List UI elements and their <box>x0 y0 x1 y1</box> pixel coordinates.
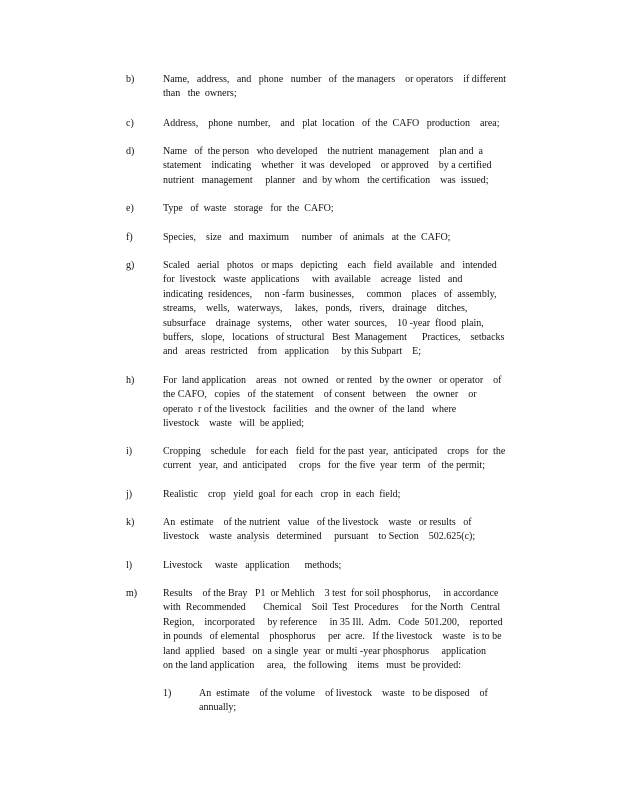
item-text-line: Cropping schedule for each field for the past year, anticipated crops for the <box>163 446 506 457</box>
item-text-line: than the owners; <box>163 88 237 100</box>
item-text-line: in pounds of elemental phosphorus per acre. If the livestock waste is to be <box>163 631 502 643</box>
item-text <box>163 488 528 502</box>
item-text-line: Address, phone number, and plat location of the CAFO production area; <box>163 118 500 129</box>
item-text-line: streams, wells, waterways, lakes, ponds, rivers, drainage ditches, <box>163 303 468 315</box>
item-label: l) <box>126 560 133 571</box>
item-text-line: subsurface drainage systems, other water sources, 10 -year flood plain, <box>163 317 484 329</box>
item-label: j) <box>126 489 133 500</box>
item-text-line: Name, address, and phone number of the managers or operators if different <box>163 74 507 85</box>
item-text <box>163 374 528 432</box>
item-label: c) <box>126 118 134 129</box>
item-label: h) <box>126 375 135 386</box>
sub-item-text <box>199 687 519 716</box>
item-text-line: on the land application area, the following items must be provided: <box>163 660 461 672</box>
item-label: e) <box>126 203 134 214</box>
item-text-line: buffers, slope, locations of structural Best Management Practices, setbacks <box>163 332 505 344</box>
item-label: f) <box>126 232 133 243</box>
item-text-line: Livestock waste application methods; <box>163 560 342 571</box>
item-text-line: and areas restricted from application by this Subpart E; <box>163 346 421 358</box>
item-label: i) <box>126 446 133 457</box>
sub-item-text-line: annually; <box>199 702 237 714</box>
item-label: g) <box>126 260 135 271</box>
item-text <box>163 587 528 673</box>
sub-item-label: 1) <box>163 688 172 699</box>
item-text-line: with Recommended Chemical Soil Test Procedures for the North Central <box>163 602 501 614</box>
item-text-line: current year, and anticipated crops for the five year term of the permit; <box>163 460 485 472</box>
item-label: b) <box>126 74 135 85</box>
item-text-line: Type of waste storage for the CAFO; <box>163 203 334 214</box>
item-text <box>163 202 528 216</box>
item-text-line: nutrient management planner and by whom the certification was issued; <box>163 174 489 186</box>
item-text-line: land applied based on a single year or multi -year phosphorus application <box>163 645 486 657</box>
item-text-line: Scaled aerial photos or maps depicting each field available and intended <box>163 260 497 271</box>
item-text-line: Name of the person who developed the nutrient management plan and a <box>163 146 483 157</box>
item-text-line: livestock waste will be applied; <box>163 418 305 430</box>
item-label: d) <box>126 146 135 157</box>
item-text-line: Region, incorporated by reference in 35 Ill. Adm. Code 501.200, reported <box>163 616 503 628</box>
item-text-line: operato r of the livestock facilities and the owner of the land where <box>163 403 457 415</box>
item-label: m) <box>126 588 138 599</box>
item-text-line: Species, size and maximum number of animals at the CAFO; <box>163 232 451 243</box>
item-text-line: livestock waste analysis determined pursuant to Section 502.625(c); <box>163 531 476 543</box>
item-text <box>163 117 528 131</box>
item-text-line: for livestock waste applications with available acreage listed and <box>163 274 463 286</box>
item-text <box>163 516 528 545</box>
item-text <box>163 559 528 573</box>
item-text <box>163 231 528 245</box>
item-text-line: For land application areas not owned or rented by the owner or operator of <box>163 375 502 386</box>
item-text <box>163 259 528 360</box>
item-text <box>163 145 528 188</box>
item-label: k) <box>126 517 135 528</box>
item-text-line: An estimate of the nutrient value of the livestock waste or results of <box>163 517 472 528</box>
item-text-line: indicating residences, non -farm businesses, common places of assembly, <box>163 288 497 300</box>
item-text-line: Results of the Bray P1 or Mehlich 3 test for soil phosphorus, in accordance <box>163 588 499 599</box>
item-text <box>163 445 528 474</box>
item-text-line: Realistic crop yield goal for each crop in each field; <box>163 489 401 500</box>
item-text-line: statement indicating whether it was developed or approved by a certified <box>163 160 492 172</box>
item-text <box>163 73 528 102</box>
item-text-line: the CAFO, copies of the statement of consent between the owner or <box>163 389 477 401</box>
sub-item-text-line: An estimate of the volume of livestock waste to be disposed of <box>199 688 488 699</box>
